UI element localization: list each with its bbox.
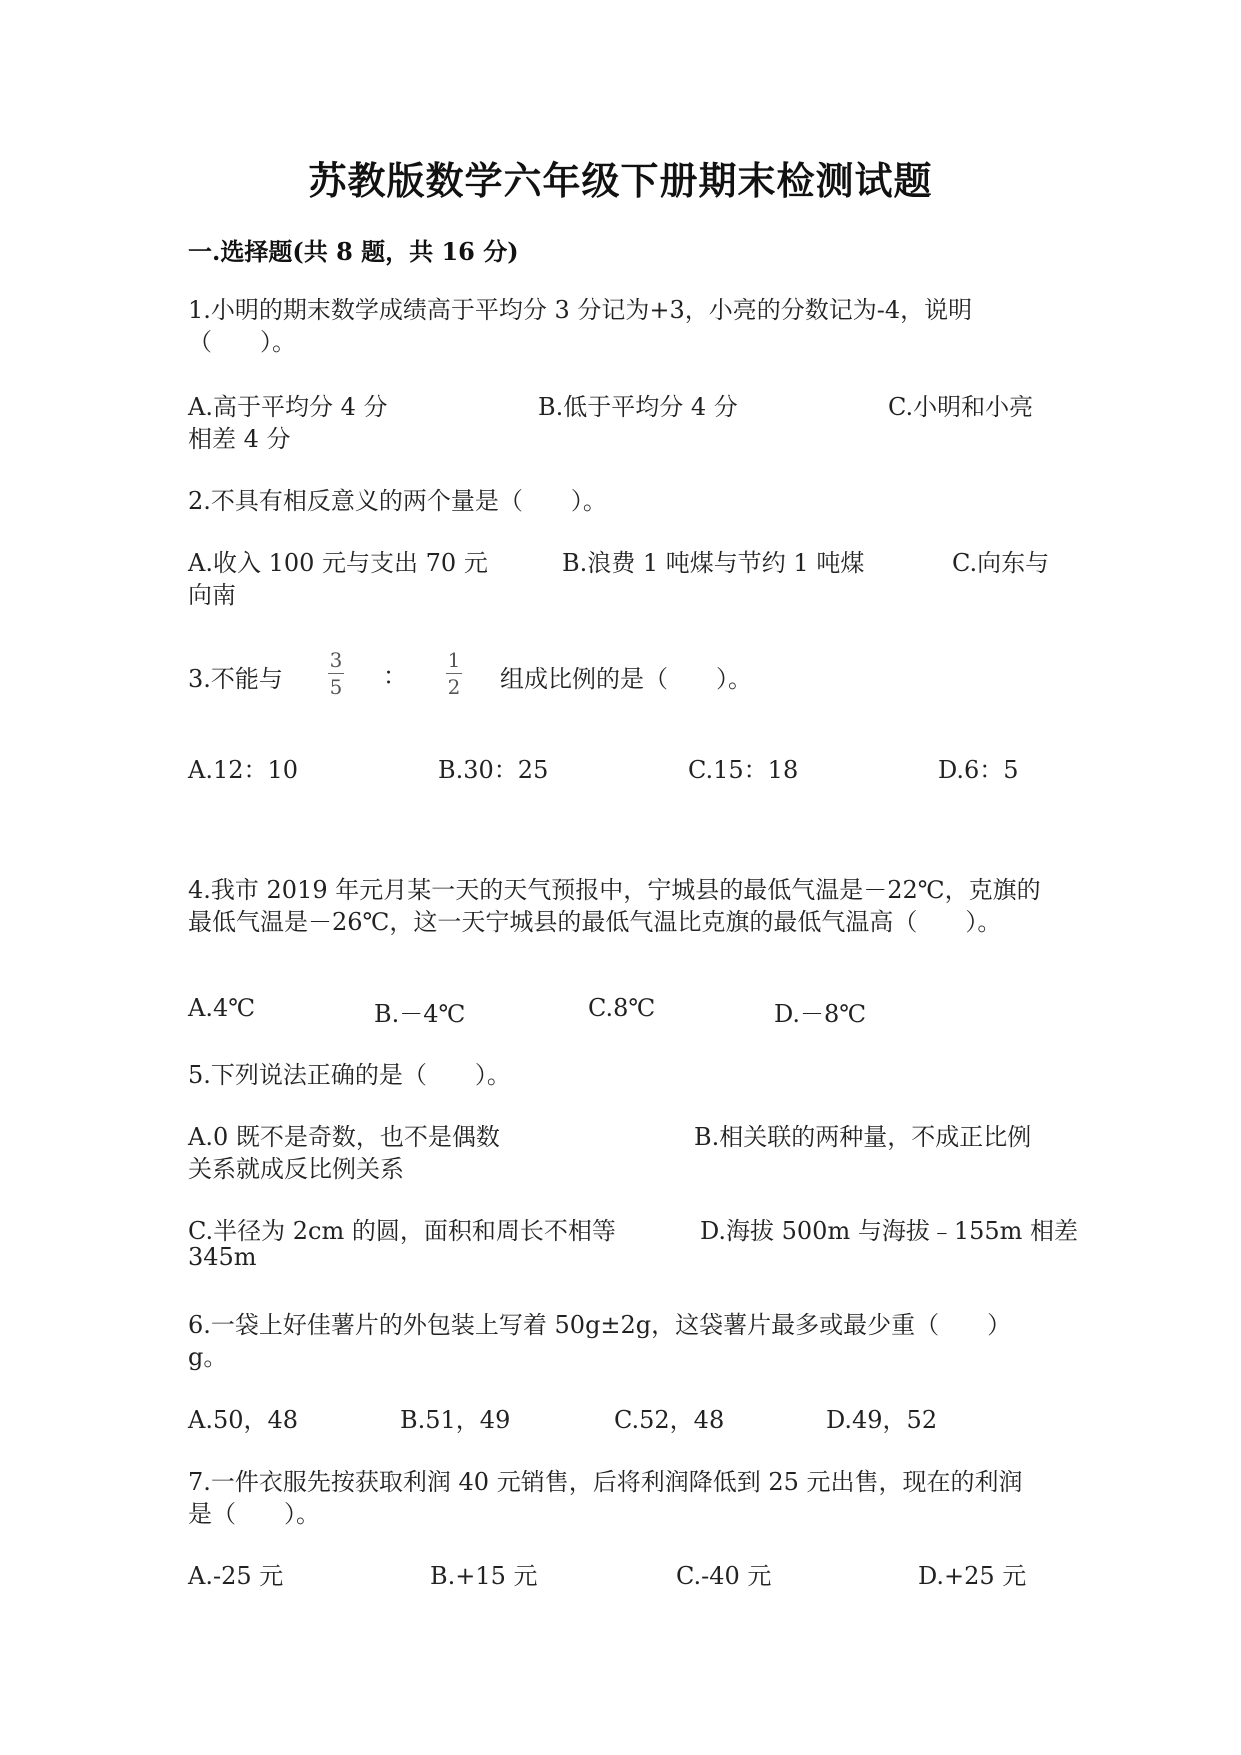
section-heading: 一.选择题(共 8 题，共 16 分) <box>188 237 519 266</box>
fraction-1-denominator: 5 <box>329 675 343 699</box>
question-2-line-1: 2.不具有相反意义的两个量是（ ）。 <box>188 487 607 515</box>
question-1-option-c: C.小明和小亮 <box>888 393 1034 421</box>
question-6-line-1: 6.一袋上好佳薯片的外包装上写着 50g±2g，这袋薯片最多或最少重（ ） <box>188 1311 1012 1339</box>
question-1-option-b: B.低于平均分 4 分 <box>538 393 738 421</box>
question-5-line-1: 5.下列说法正确的是（ ）。 <box>188 1061 511 1089</box>
question-3-option-b: B.30：25 <box>438 756 549 784</box>
question-2-option-c-cont: 向南 <box>188 581 236 609</box>
question-1-option-a: A.高于平均分 4 分 <box>188 393 388 421</box>
question-2-option-c: C.向东与 <box>952 549 1050 577</box>
fraction-one-half <box>442 650 466 697</box>
question-7-option-d: D.+25 元 <box>918 1562 1027 1590</box>
fraction-1-numerator: 3 <box>329 648 343 672</box>
question-4-option-c: C.8℃ <box>588 994 656 1022</box>
question-2-option-a: A.收入 100 元与支出 70 元 <box>188 549 488 577</box>
question-5-option-b-cont: 关系就成反比例关系 <box>188 1155 404 1183</box>
page-title: 苏教版数学六年级下册期末检测试题 <box>308 158 933 203</box>
question-4-line-1: 4.我市 2019 年元月某一天的天气预报中，宁城县的最低气温是－22℃，克旗的 <box>188 876 1041 904</box>
question-7-option-b: B.+15 元 <box>430 1562 538 1590</box>
question-7-option-c: C.-40 元 <box>676 1562 772 1590</box>
fraction-2-denominator: 2 <box>447 675 461 699</box>
question-6-option-c: C.52，48 <box>614 1406 725 1434</box>
question-6-line-2: g。 <box>188 1343 228 1371</box>
question-3-option-a: A.12：10 <box>188 756 299 784</box>
question-5-option-c: C.半径为 2cm 的圆，面积和周长不相等 <box>188 1217 616 1245</box>
question-4-option-b: B.－4℃ <box>374 1000 466 1028</box>
question-2-option-b: B.浪费 1 吨煤与节约 1 吨煤 <box>562 549 865 577</box>
question-3-option-c: C.15：18 <box>688 756 799 784</box>
question-7-option-a: A.-25 元 <box>188 1562 284 1590</box>
question-6-option-a: A.50，48 <box>188 1406 299 1434</box>
question-3-suffix: 组成比例的是（ ）。 <box>500 665 752 693</box>
question-4-line-2: 最低气温是－26℃，这一天宁城县的最低气温比克旗的最低气温高（ ）。 <box>188 908 1002 936</box>
question-1-line-1: 1.小明的期末数学成绩高于平均分 3 分记为+3，小亮的分数记为-4，说明 <box>188 296 973 324</box>
question-4-option-a: A.4℃ <box>188 994 256 1022</box>
ratio-colon: ： <box>383 662 407 690</box>
question-1-line-2: （ ）。 <box>188 328 296 356</box>
question-7-line-2: 是（ ）。 <box>188 1500 320 1528</box>
question-4-option-d: D.－8℃ <box>774 1000 867 1028</box>
fraction-2-numerator: 1 <box>447 648 461 672</box>
question-5-option-d-cont: 345m <box>188 1243 257 1271</box>
question-7-line-1: 7.一件衣服先按获取利润 40 元销售，后将利润降低到 25 元出售，现在的利润 <box>188 1468 1023 1496</box>
question-5-option-b: B.相关联的两种量，不成正比例 <box>694 1123 1032 1151</box>
question-1-option-c-cont: 相差 4 分 <box>188 425 291 453</box>
question-3-option-d: D.6：5 <box>938 756 1019 784</box>
question-5-option-d: D.海拔 500m 与海拔﹣155m 相差 <box>700 1217 1079 1245</box>
question-5-option-a: A.0 既不是奇数，也不是偶数 <box>188 1123 500 1151</box>
question-6-option-b: B.51，49 <box>400 1406 511 1434</box>
question-3-prefix: 3.不能与 <box>188 665 283 693</box>
fraction-three-fifths <box>324 650 348 697</box>
question-6-option-d: D.49，52 <box>826 1406 938 1434</box>
